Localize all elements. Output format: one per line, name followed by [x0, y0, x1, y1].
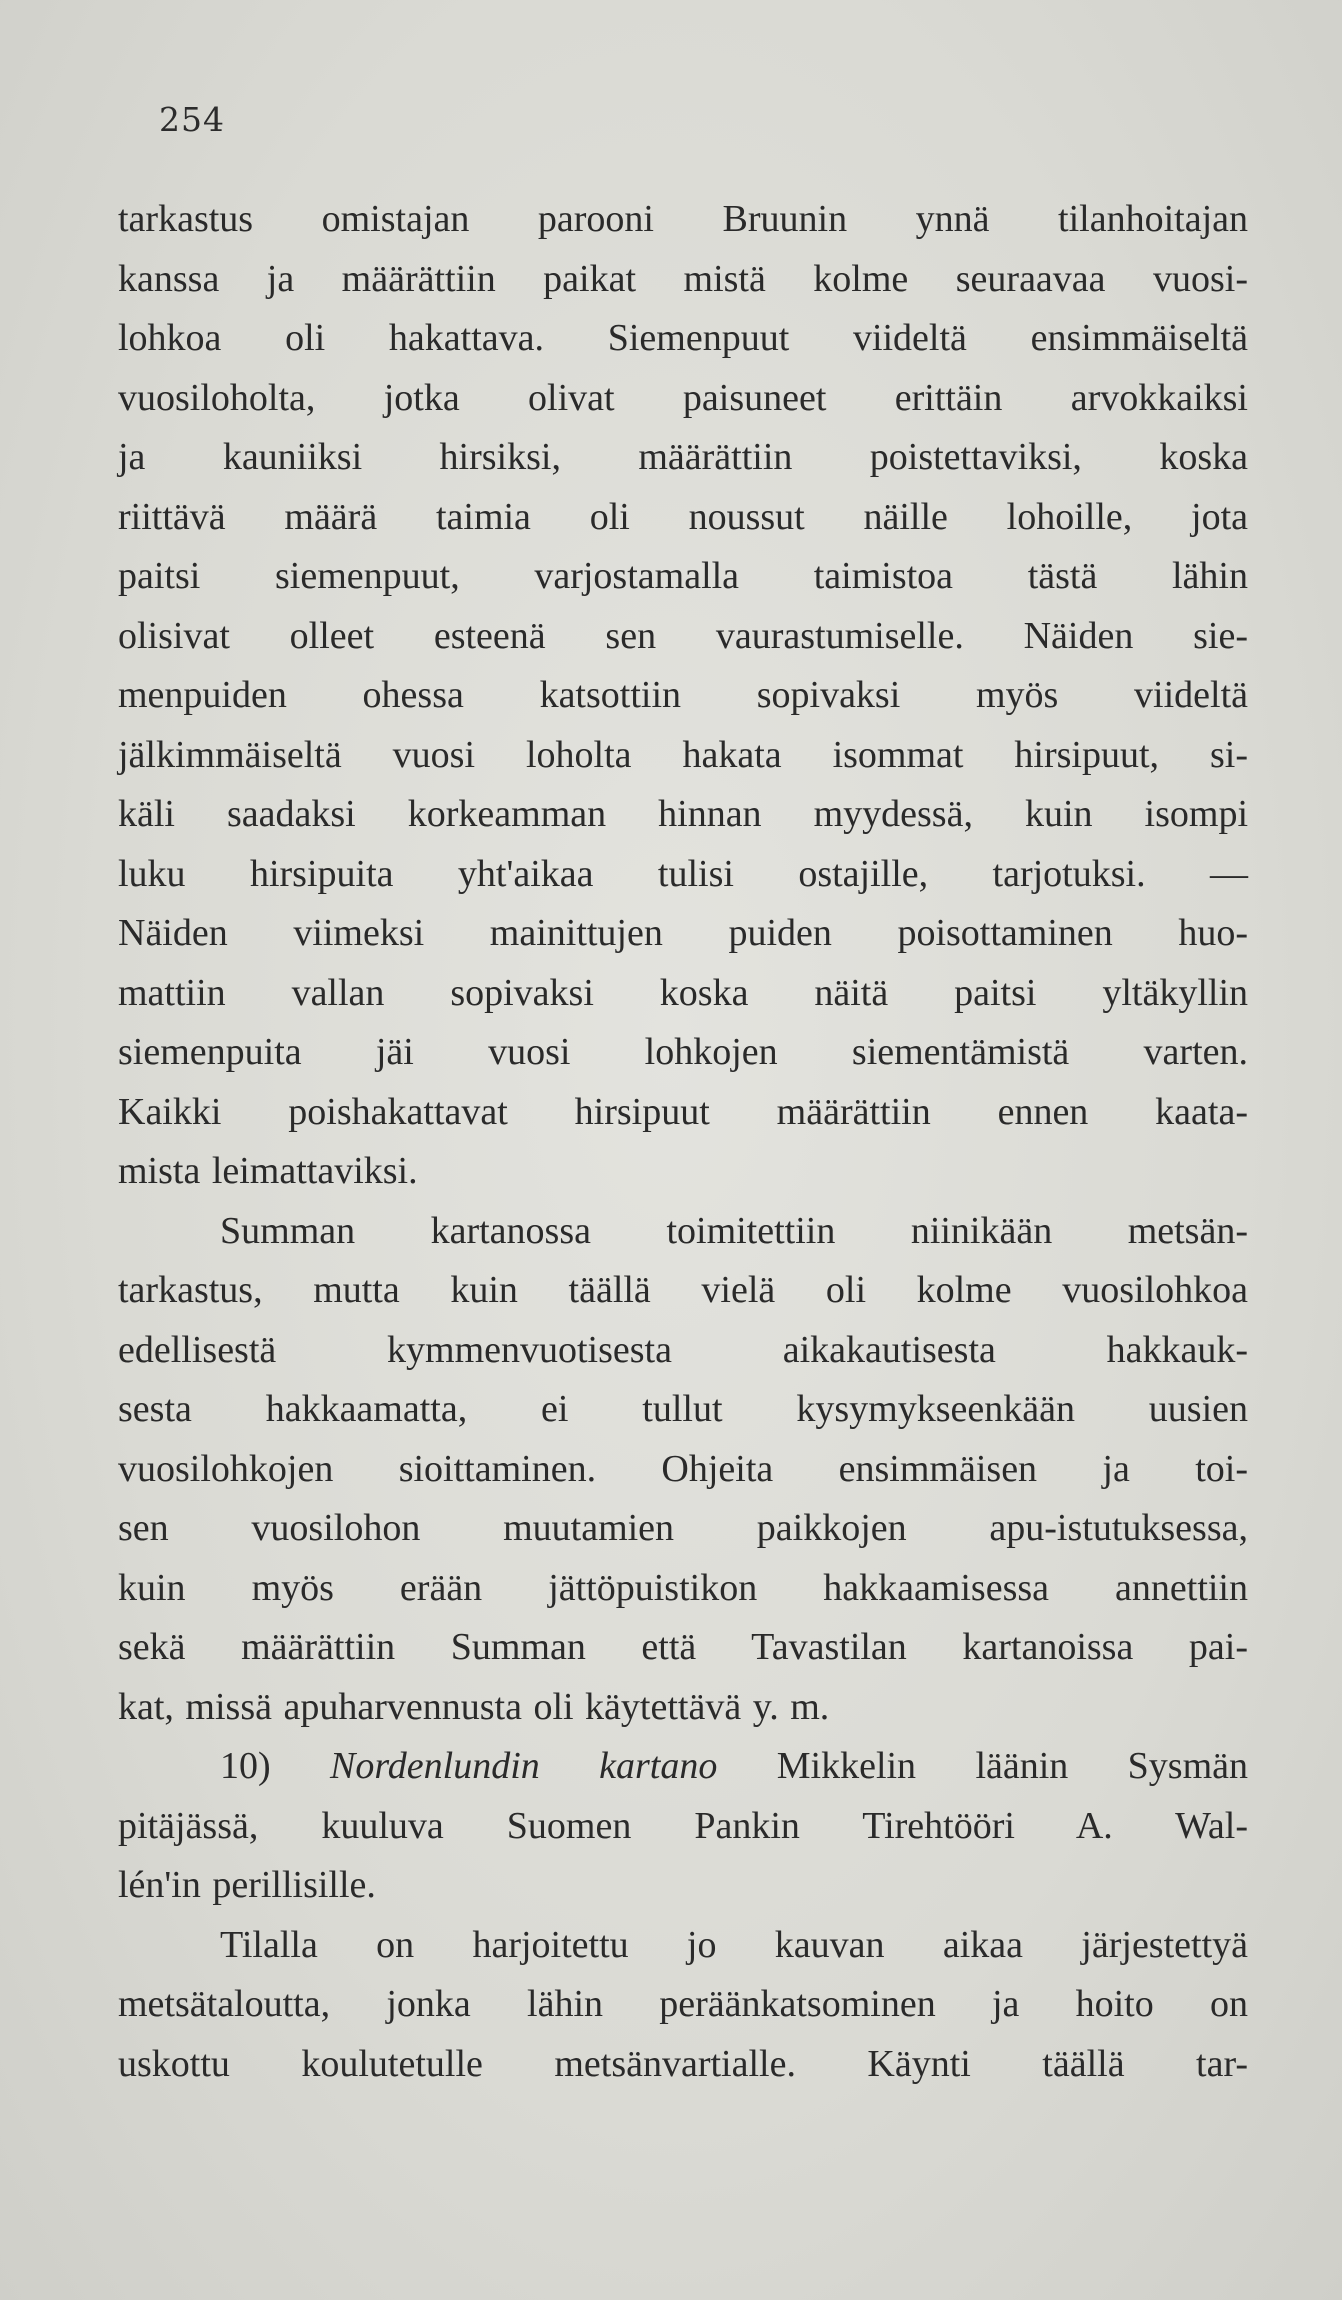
- text-line: Näiden viimeksi mainittujen puiden poisottaminen huo-: [118, 912, 1248, 954]
- text-line: pitäjässä, kuuluva Suomen Pankin Tirehtööri A. Wal-: [118, 1804, 1248, 1847]
- text-line: edellisestä kymmenvuotisesta aikakautisesta hakkauk-: [118, 1328, 1248, 1371]
- text-line: tarkastus, mutta kuin täällä vielä oli kolme vuosilohkoa: [118, 1269, 1248, 1311]
- text-line: olisivat olleet esteenä sen vaurastumiselle. Näiden sie-: [118, 614, 1248, 657]
- text-line: metsätaloutta, jonka lähin peräänkatsominen ja hoito on: [118, 1983, 1248, 2025]
- text-line: sekä määrättiin Summan että Tavastilan kartanoissa pai-: [118, 1626, 1248, 1668]
- text-line: kanssa ja määrättiin paikat mistä kolme seuraavaa vuosi-: [118, 257, 1248, 300]
- text-line: ja kauniiksi hirsiksi, määrättiin poistettaviksi, koska: [118, 436, 1248, 478]
- text-line: kuin myös erään jättöpuistikon hakkaamisessa annettiin: [118, 1566, 1248, 1609]
- text-line: vuosiloholta, jotka olivat paisuneet erittäin arvokkaiksi: [118, 376, 1248, 419]
- text-line: lén'in perillisille.: [118, 1864, 376, 1906]
- text-line: käli saadaksi korkeamman hinnan myydessä, kuin isompi: [118, 793, 1248, 835]
- text-line: menpuiden ohessa katsottiin sopivaksi myös viideltä: [118, 674, 1248, 716]
- body-text: [118, 190, 1248, 2094]
- item-10-number: 10): [220, 1745, 271, 1787]
- text-line: Kaikki poishakattavat hirsipuut määrättiin ennen kaata-: [118, 1090, 1248, 1133]
- text-line: paitsi siemenpuut, varjostamalla taimistoa tästä lähin: [118, 555, 1248, 597]
- text-line: uskottu koulutetulle metsänvartialle. Käynti täällä tar-: [118, 2042, 1248, 2085]
- page-number: 254: [159, 100, 225, 139]
- text-line: mattiin vallan sopivaksi koska näitä paitsi yltäkyllin: [118, 971, 1248, 1014]
- text-line: jälkimmäiseltä vuosi loholta hakata isommat hirsipuut, si-: [118, 733, 1248, 776]
- text-line: vuosilohkojen sioittaminen. Ohjeita ensimmäisen ja toi-: [118, 1447, 1248, 1490]
- text-line: riittävä määrä taimia oli noussut näille lohoille, jota: [118, 495, 1248, 538]
- item-10-location: Mikkelin läänin Sysmän: [776, 1745, 1249, 1787]
- text-line: kat, missä apuharvennusta oli käytettävä y. m.: [118, 1685, 830, 1728]
- text-line: mista leimattaviksi.: [118, 1150, 418, 1192]
- text-line: lohkoa oli hakattava. Siemenpuut viideltä ensimmäiseltä: [118, 317, 1248, 359]
- text-line: luku hirsipuita yht'aikaa tulisi ostajille, tarjotuksi. —: [118, 852, 1248, 895]
- item-10-title: Nordenlundin kartano: [330, 1745, 718, 1787]
- text-line: Summan kartanossa toimitettiin niinikään metsän-: [220, 1209, 1248, 1252]
- text-line: sen vuosilohon muutamien paikkojen apu-istutuksessa,: [118, 1507, 1248, 1549]
- text-line: tarkastus omistajan parooni Bruunin ynnä tilanhoitajan: [118, 198, 1248, 240]
- text-line: siemenpuita jäi vuosi lohkojen siementämistä varten.: [118, 1031, 1248, 1073]
- text-line: sesta hakkaamatta, ei tullut kysymykseenkään uusien: [118, 1388, 1248, 1430]
- item-10-heading-line: [118, 1737, 1248, 1797]
- text-line: Tilalla on harjoitettu jo kauvan aikaa järjestettyä: [220, 1923, 1248, 1966]
